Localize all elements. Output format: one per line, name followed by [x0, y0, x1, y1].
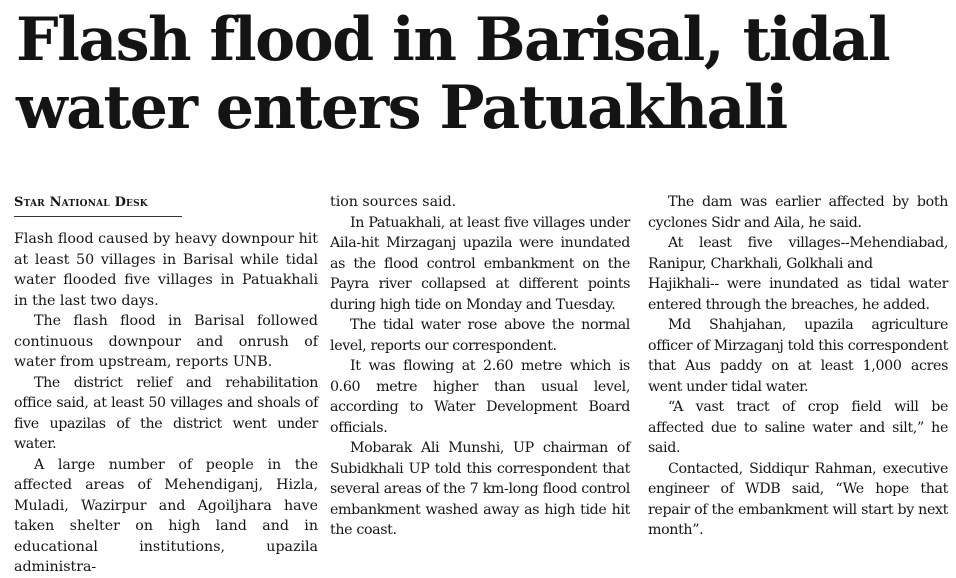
article-column-3 [648, 192, 948, 541]
article-column-1 [14, 192, 318, 578]
paragraph: At least five villages--Mehendiabad, Ranipur, Charkhali, Golkhali and [648, 235, 948, 272]
paragraph: Hajikhali-- were inundated as tidal water entered through the breaches, he added. [648, 276, 948, 313]
paragraph: The district relief and rehabilitation office said, at least 50 villages and shoals of five upazilas of the district went under water. [14, 374, 318, 452]
paragraph: Contacted, Siddiqur Rahman, executive engineer of WDB said, “We hope that repair of the embankment will start by next month”. [648, 460, 948, 538]
paragraph: tion sources said. [330, 194, 457, 210]
headline-line-2: water enters Patuakhali [16, 73, 787, 143]
paragraph: Mobarak Ali Munshi, UP chairman of Subidkhali UP told this correspondent that several areas of the 7 km-long flood control embankment washed away as high tide hit the coast. [330, 440, 630, 538]
headline-line-1: Flash flood in Barisal, tidal [16, 5, 890, 75]
article-column-2 [330, 192, 630, 541]
paragraph: The dam was earlier affected by both cyclones Sidr and Aila, he said. [648, 194, 948, 231]
paragraph: “A vast tract of crop field will be affected due to saline water and silt,” he said. [648, 399, 948, 456]
byline: Star National Desk [14, 194, 182, 217]
article-headline [16, 6, 952, 142]
paragraph: It was flowing at 2.60 metre which is 0.60 metre higher than usual level, according to Water Development Board officials. [330, 358, 630, 436]
paragraph: The tidal water rose above the normal level, reports our correspondent. [330, 317, 630, 354]
paragraph: The flash flood in Barisal followed continuous downpour and onrush of water from upstream, reports UNB. [14, 313, 318, 370]
paragraph: Md Shahjahan, upazila agriculture officer of Mirzaganj told this correspondent that Aus paddy on at least 1,000 acres went under tidal water. [648, 317, 948, 395]
paragraph: In Patuakhali, at least five villages under Aila-hit Mirzaganj upazila were inundated as the flood control embankment on the Payra river collapsed at different points during high tide on Monday and Tuesday. [330, 214, 630, 313]
paragraph: A large number of people in the affected areas of Mehendiganj, Hizla, Muladi, Wazirpur and Agoiljhara have taken shelter on high land and in educational institutions, upazila administra- [14, 456, 318, 575]
paragraph: Flash flood caused by heavy downpour hit at least 50 villages in Barisal while tidal water flooded five villages in Patuakhali in the last two days. [14, 231, 318, 309]
